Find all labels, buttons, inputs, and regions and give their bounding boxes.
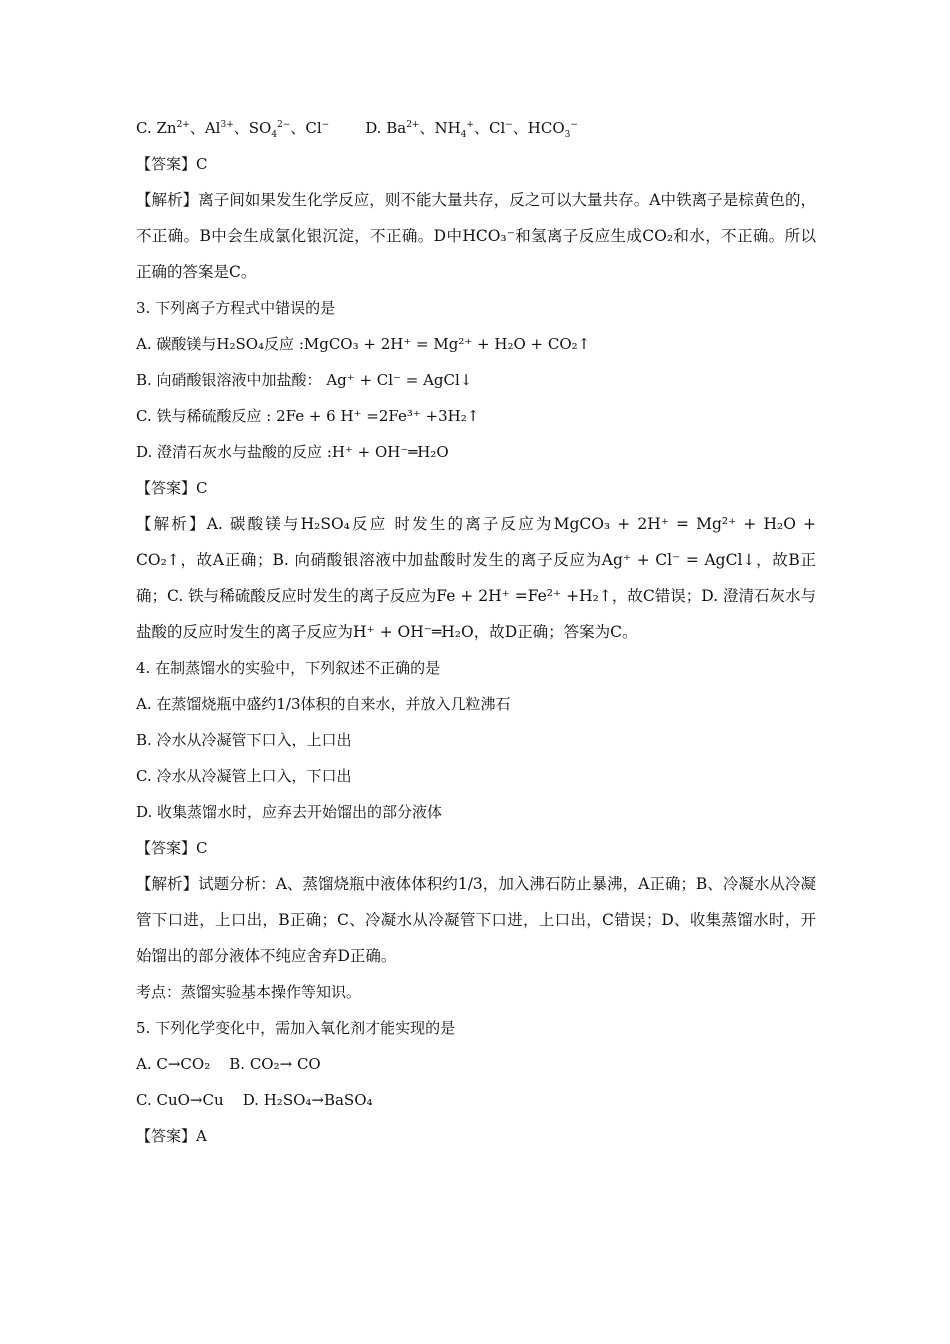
answer-q2: 【答案】C [136, 155, 208, 173]
option-d-text: D. $Ba^{2+}$、$NH_4^+$、Cl−、$HCO_3^-$ [365, 119, 578, 140]
answer-q3: 【答案】C [136, 479, 208, 497]
question-3-option-b: B. 向硝酸银溶液中加盐酸： Ag⁺ + Cl⁻ = AgCl↓ [136, 371, 473, 389]
question-4-option-b: B. 冷水从冷凝管下口入，上口出 [136, 731, 352, 749]
document-content [136, 118, 816, 1162]
question-4-option-a: A. 在蒸馏烧瓶中盛约1/3体积的自来水，并放入几粒沸石 [136, 695, 511, 713]
explanation-q4: 【解析】试题分析：A、蒸馏烧瓶中液体体积约1/3，加入沸石防止暴沸，A正确；B、冷凝水从冷凝管下口进，上口出，B正确；C、冷凝水从冷凝管下口进，上口出，C错误；D、收集蒸馏水时，开始馏出的部分液体不纯应舍弃D正确。 [136, 875, 816, 965]
question-5-options-ab: A. C→CO₂ B. CO₂→ CO [136, 1055, 321, 1073]
explanation-q2: 【解析】离子间如果发生化学反应，则不能大量共存，反之可以大量共存。A中铁离子是棕黄色的，不正确。B中会生成氯化银沉淀，不正确。D中HCO₃⁻和氢离子反应生成CO₂和水，不正确。所以正确的答案是C。 [136, 191, 816, 281]
answer-q4: 【答案】C [136, 839, 208, 857]
question-4-option-d: D. 收集蒸馏水时，应弃去开始馏出的部分液体 [136, 803, 443, 821]
question-5: 5. 下列化学变化中，需加入氧化剂才能实现的是 [136, 1019, 456, 1037]
question-4-option-c: C. 冷水从冷凝管上口入，下口出 [136, 767, 352, 785]
question-4: 4. 在制蒸馏水的实验中，下列叙述不正确的是 [136, 659, 441, 677]
option-c-text: C. $Zn^{2+}$、$Al^{3+}$、$SO_4^{2-}$、Cl− [136, 119, 330, 140]
question-3: 3. 下列离子方程式中错误的是 [136, 299, 336, 317]
question-5-options-cd: C. CuO→Cu D. H₂SO₄→BaSO₄ [136, 1091, 373, 1109]
question-3-option-d: D. 澄清石灰水与盐酸的反应 :H⁺ + OH⁻═H₂O [136, 443, 449, 461]
option-line-cd [136, 118, 816, 154]
explanation-q3: 【解析】A. 碳酸镁与H₂SO₄反应 时发生的离子反应为MgCO₃ + 2H⁺ = Mg²⁺ + H₂O + CO₂↑，故A正确；B. 向硝酸银溶液中加盐酸时发生的离子反应为Ag⁺ + Cl⁻ = AgCl↓，故B正确；C. 铁与稀硫酸反应时发生的离子反应为Fe + 2H⁺ =Fe²⁺ +H₂↑，故C错误；D. 澄清石灰水与盐酸的反应时发生的离子反应为H⁺ + OH⁻═H₂O，故D正确；答案为C。 [136, 515, 816, 641]
answer-q5: 【答案】A [136, 1127, 207, 1145]
knowledge-point-q4: 考点：蒸馏实验基本操作等知识。 [136, 983, 362, 1001]
question-3-option-c: C. 铁与稀硫酸反应 : 2Fe + 6 H⁺ =2Fe³⁺ +3H₂↑ [136, 407, 480, 425]
question-3-option-a: A. 碳酸镁与H₂SO₄反应 :MgCO₃ + 2H⁺ = Mg²⁺ + H₂O + CO₂↑ [136, 335, 591, 353]
